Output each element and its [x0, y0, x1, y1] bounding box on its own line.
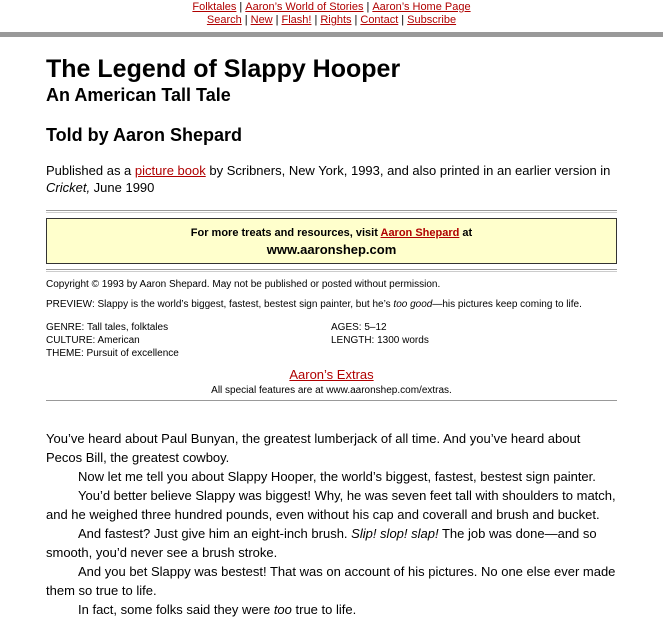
nav-link-subscribe[interactable]: Subscribe	[407, 14, 457, 26]
nav-link-folktales[interactable]: Folktales	[192, 1, 237, 13]
page-subtitle: An American Tall Tale	[46, 85, 231, 105]
length: LENGTH: 1300 words	[331, 335, 429, 346]
story-paragraph: Now let me tell you about Slappy Hooper, the world’s biggest, fastest, bestest sign painter.	[78, 469, 596, 484]
nav-separator: |	[275, 14, 279, 26]
story-text: true to life.	[291, 602, 357, 617]
story-paragraph: You’ve heard about Paul Bunyan, the greatest lumberjack of all time. And you’ve heard about Pecos Bill, the greatest cowboy.	[46, 431, 581, 465]
story-paragraph: And you bet Slappy was bestest! That was on account of his pictures. No one else ever made them so true to life.	[46, 564, 616, 598]
ages: AGES: 5–12	[331, 322, 387, 333]
divider	[46, 269, 617, 272]
nav-link-contact[interactable]: Contact	[360, 14, 399, 26]
nav-link-home-page[interactable]: Aaron’s Home Page	[372, 1, 471, 13]
extras-section	[46, 366, 617, 397]
nav-separator: |	[314, 14, 318, 26]
story-text: And fastest? Just give him an eight-inch brush.	[78, 526, 352, 541]
story-paragraph	[46, 524, 617, 562]
top-navigation	[0, 0, 663, 28]
nav-row-2	[0, 14, 663, 27]
magazine-name: Cricket,	[46, 180, 91, 195]
nav-separator: |	[366, 1, 370, 13]
preview-text-pre: PREVIEW: Slappy is the world’s biggest, fastest, bestest sign painter, but he’s	[46, 299, 394, 310]
nav-link-world-of-stories[interactable]: Aaron’s World of Stories	[245, 1, 364, 13]
story-paragraph	[46, 600, 617, 619]
story-emphasis: Slip! slop! slap!	[351, 526, 439, 541]
metadata-column-right	[331, 321, 429, 360]
main-content	[0, 55, 663, 619]
nav-separator: |	[354, 14, 358, 26]
story-emphasis: too	[273, 602, 292, 617]
metadata-column-left	[46, 321, 331, 360]
story-preview	[46, 298, 617, 311]
nav-separator: |	[244, 14, 248, 26]
promo-text-post: at	[459, 227, 473, 239]
publication-info	[46, 162, 617, 196]
story-metadata	[46, 321, 617, 360]
copyright-notice: Copyright © 1993 by Aaron Shepard. May not be published or posted without permission.	[46, 279, 441, 290]
promo-text	[47, 227, 616, 240]
nav-link-rights[interactable]: Rights	[320, 14, 352, 26]
nav-link-new[interactable]: New	[250, 14, 273, 26]
published-text-post: by Scribners, New York, 1993, and also printed in an earlier version in	[205, 163, 611, 178]
story-text: In fact, some folks said they were	[78, 602, 274, 617]
culture: CULTURE: American	[46, 335, 140, 346]
nav-link-flash[interactable]: Flash!	[281, 14, 312, 26]
aaron-shepard-link[interactable]: Aaron Shepard	[380, 227, 460, 239]
promo-site: www.aaronshep.com	[266, 242, 397, 257]
published-date: June 1990	[90, 180, 155, 195]
story-paragraph: You’d better believe Slappy was biggest! Why, he was seven feet tall with shoulders to match, and he weighed three hundred pounds, even without his cap and coverall and brush and bucket.	[46, 488, 616, 522]
picture-book-link[interactable]: picture book	[134, 163, 206, 178]
story-text: The job was done—and so smooth, you’d never see a brush stroke.	[46, 526, 597, 560]
author-line: Told by Aaron Shepard	[46, 125, 243, 145]
promo-text-pre: For more treats and resources, visit	[190, 227, 381, 239]
promo-section	[46, 210, 617, 272]
extras-note: All special features are at www.aaronshep.com/extras.	[211, 385, 452, 396]
theme: THEME: Pursuit of excellence	[46, 348, 179, 359]
story-body	[46, 429, 617, 619]
nav-row-1	[0, 1, 663, 14]
aarons-extras-link[interactable]: Aaron’s Extras	[289, 367, 374, 382]
page-title: The Legend of Slappy Hooper	[46, 55, 401, 83]
preview-text-post: —his pictures keep coming to life.	[432, 299, 582, 310]
preview-emphasis: too good	[393, 299, 433, 310]
top-divider-bar	[0, 32, 663, 37]
nav-link-search[interactable]: Search	[206, 14, 242, 26]
nav-separator: |	[239, 1, 243, 13]
divider	[46, 210, 617, 213]
promo-box	[46, 218, 617, 264]
divider	[46, 400, 617, 401]
nav-separator: |	[401, 14, 405, 26]
genre: GENRE: Tall tales, folktales	[46, 322, 169, 333]
published-text-pre: Published as a	[46, 163, 135, 178]
